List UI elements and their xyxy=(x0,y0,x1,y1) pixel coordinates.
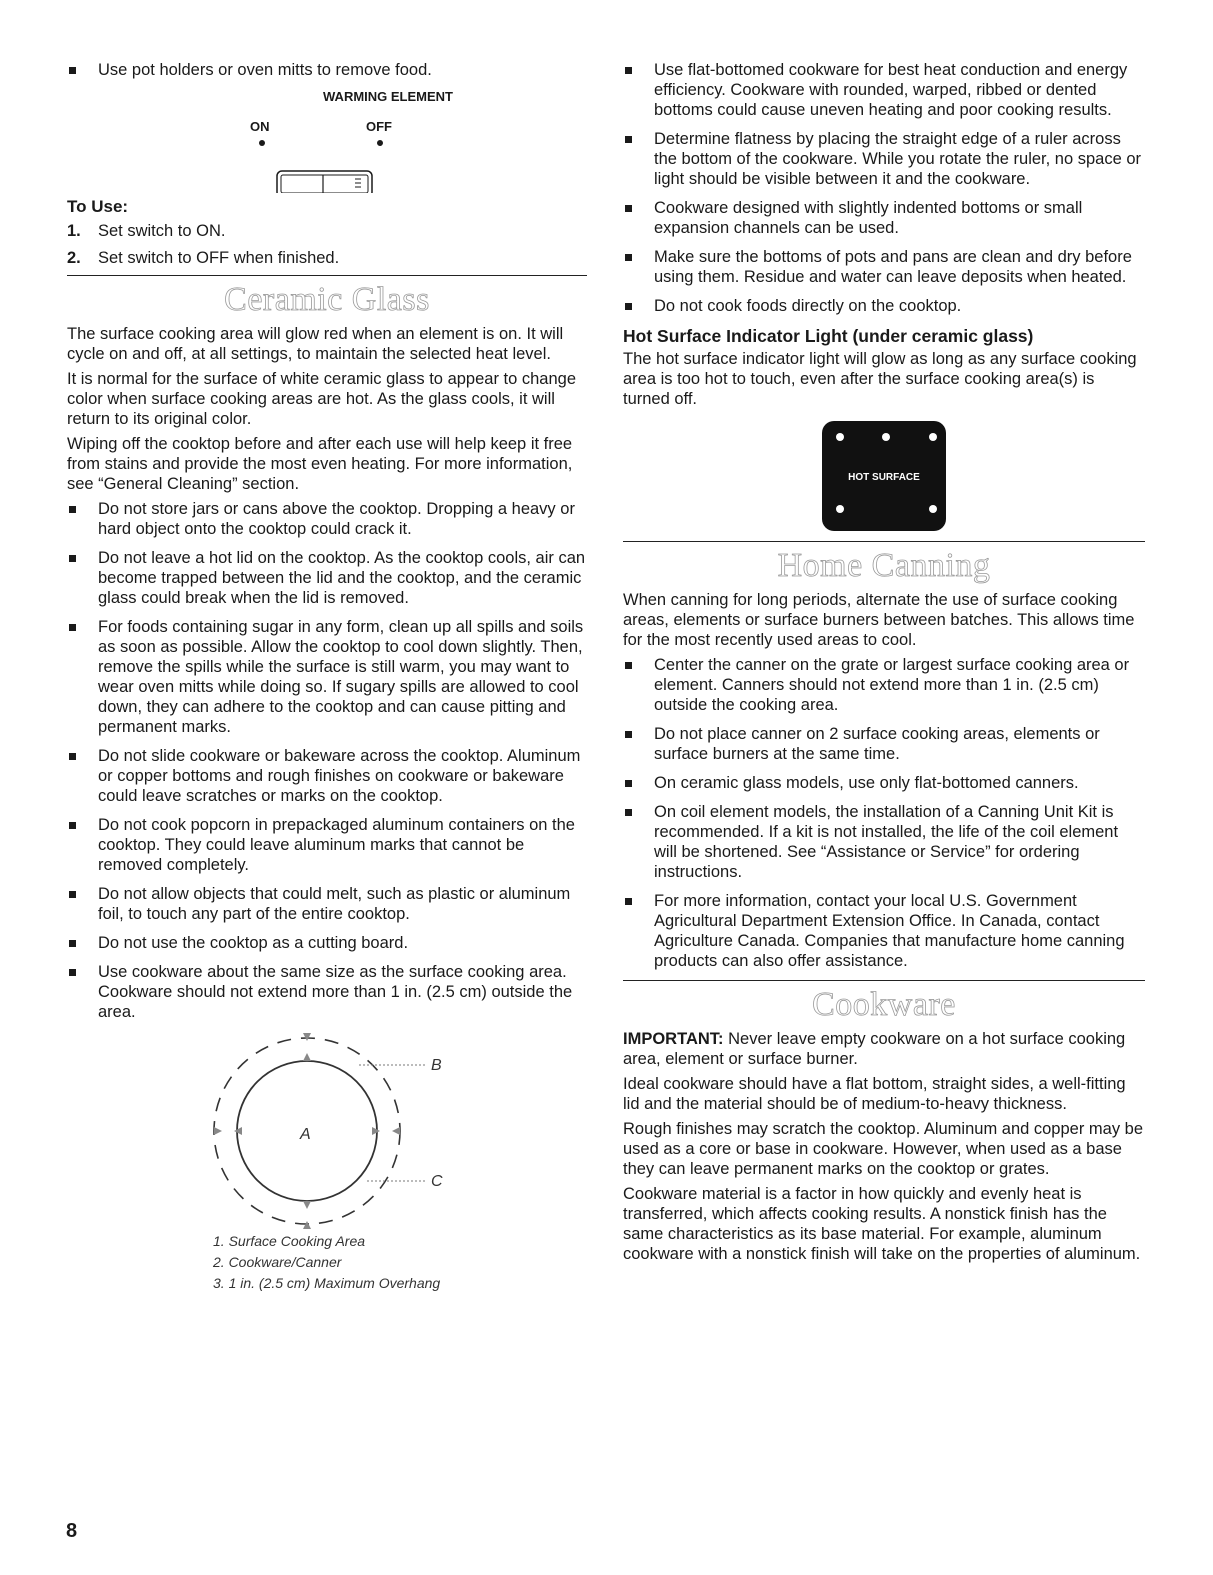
step-text: Set switch to ON. xyxy=(98,222,226,240)
list-item: Do not cook popcorn in prepackaged aluminum containers on the cooktop. They could leave aluminum marks that cannot be removed completely. xyxy=(67,815,587,875)
important-label: IMPORTANT: xyxy=(623,1030,724,1048)
hot-surface-indicator-panel xyxy=(623,421,1145,533)
important-note xyxy=(623,1029,1145,1069)
list-item: On ceramic glass models, use only flat-bottomed canners. xyxy=(623,773,1145,793)
list-item: Use cookware about the same size as the surface cooking area. Cookware should not extend more than 1 in. (2.5 cm) outside the area. xyxy=(67,962,587,1022)
step-number: 2. xyxy=(67,249,81,267)
intro-list xyxy=(67,60,587,80)
off-label: OFF xyxy=(366,119,392,134)
list-item: Do not place canner on 2 surface cooking areas, elements or surface burners at the same time. xyxy=(623,724,1145,764)
list-item: Make sure the bottoms of pots and pans are clean and dry before using them. Residue and water can leave deposits when heated. xyxy=(623,247,1145,287)
warming-element-title: WARMING ELEMENT xyxy=(323,89,453,104)
to-use-heading: To Use: xyxy=(67,197,129,216)
cookware-overhang-diagram xyxy=(67,1031,587,1231)
list-item: Do not slide cookware or bakeware across the cooktop. Aluminum or copper bottoms and rough finishes on cookware or bakeware could leave scratches or marks on the cooktop. xyxy=(67,746,587,806)
legend-item: 2. Cookware/Canner xyxy=(213,1254,342,1270)
left-column xyxy=(67,60,587,1294)
to-use-steps xyxy=(67,221,587,268)
list-item: Use flat-bottomed cookware for best heat conduction and energy efficiency. Cookware with rounded, warped, ribbed or dented bottoms could cause uneven heating and poor cooking results. xyxy=(623,60,1145,120)
off-indicator-dot xyxy=(377,140,383,146)
paragraph: When canning for long periods, alternate the use of surface cooking areas, elements or surface burners between batches. This allows time for the most recently used areas to cool. xyxy=(623,591,1135,649)
indicator-light xyxy=(929,505,937,513)
on-label: ON xyxy=(250,119,270,134)
warming-element-switch-illustration xyxy=(67,85,587,193)
list-item: Do not cook foods directly on the cooktop. xyxy=(623,296,1145,316)
list-item: On coil element models, the installation of a Canning Unit Kit is recommended. If a kit is not installed, the life of the coil element will be shortened. See “Assistance or Service” for ordering instructions. xyxy=(623,802,1145,882)
ceramic-glass-heading: Ceramic Glass xyxy=(224,281,430,318)
paragraph: The surface cooking area will glow red when an element is on. It will cycle on and off, at all settings, to maintain the selected heat level. xyxy=(67,325,564,363)
paragraph: Wiping off the cooktop before and after each use will help keep it free from stains and provide the most even heating. For more information, see “General Cleaning” section. xyxy=(67,435,573,493)
step-item xyxy=(67,248,587,268)
step-text: Set switch to OFF when finished. xyxy=(98,249,340,267)
list-item: Center the canner on the grate or largest surface cooking area or element. Canners should not extend more than 1 in. (2.5 cm) outside the cooking area. xyxy=(623,655,1145,715)
legend-item: 1. Surface Cooking Area xyxy=(213,1233,366,1249)
section-divider xyxy=(623,541,1145,542)
indicator-light xyxy=(836,433,844,441)
label-b: B xyxy=(431,1057,442,1074)
paragraph: Rough finishes may scratch the cooktop. Aluminum and copper may be used as a core or base in cookware. However, when used as a base they can leave permanent marks on the cooktop or grates. xyxy=(623,1120,1144,1178)
legend-item: 3. 1 in. (2.5 cm) Maximum Overhang xyxy=(213,1275,441,1291)
list-item: Cookware designed with slightly indented bottoms or small expansion channels can be used. xyxy=(623,198,1145,238)
on-indicator-dot xyxy=(259,140,265,146)
section-divider xyxy=(623,980,1145,981)
step-number: 1. xyxy=(67,222,81,240)
indicator-light xyxy=(836,505,844,513)
indicator-light xyxy=(929,433,937,441)
diagram-legend xyxy=(213,1231,587,1294)
paragraph: It is normal for the surface of white ceramic glass to appear to change color when surface cooking areas are hot. As the glass cools, it will return to its original color. xyxy=(67,370,577,428)
paragraph: The hot surface indicator light will glow as long as any surface cooking area is too hot to touch, even after the surface cooking area(s) is turned off. xyxy=(623,350,1137,408)
label-a: A xyxy=(300,1126,311,1143)
important-text: Never leave empty cookware on a hot surface cooking area, element or surface burner. xyxy=(623,1030,1126,1068)
list-item: Determine flatness by placing the straight edge of a ruler across the bottom of the cookware. While you rotate the ruler, no space or light should be visible between it and the cookware. xyxy=(623,129,1145,189)
home-canning-heading: Home Canning xyxy=(777,547,991,584)
cookware-heading: Cookware xyxy=(812,986,956,1023)
right-column xyxy=(623,60,1145,1269)
home-canning-list xyxy=(623,655,1145,971)
list-item: For more information, contact your local U.S. Government Agricultural Department Extension Office. In Canada, contact Agriculture Canada. Companies that manufacture home canning products can also offer assistance. xyxy=(623,891,1145,971)
list-item: Do not store jars or cans above the cooktop. Dropping a heavy or hard object onto the cooktop could crack it. xyxy=(67,499,587,539)
list-item: Do not use the cooktop as a cutting board. xyxy=(67,933,587,953)
list-item: For foods containing sugar in any form, clean up all spills and soils as soon as possible. Allow the cooktop to cool down slightly. Then, remove the spills while the surface is still warm, you may want to wear oven mitts while doing so. If sugary spills are allowed to cool down, they can adhere to the cooktop and can cause pitting and permanent marks. xyxy=(67,617,587,737)
list-item: Do not leave a hot lid on the cooktop. As the cooktop cools, air can become trapped between the lid and the cooktop, and the ceramic glass could break when the lid is removed. xyxy=(67,548,587,608)
list-item: Use pot holders or oven mitts to remove food. xyxy=(67,60,587,80)
list-item: Do not allow objects that could melt, such as plastic or aluminum foil, to touch any part of the entire cooktop. xyxy=(67,884,587,924)
indicator-light xyxy=(882,433,890,441)
paragraph: Ideal cookware should have a flat bottom, straight sides, a well-fitting lid and the material should be of medium-to-heavy thickness. xyxy=(623,1075,1126,1113)
hot-surface-label: HOT SURFACE xyxy=(848,472,920,483)
section-divider xyxy=(67,275,587,276)
page-number: 8 xyxy=(66,1520,78,1542)
paragraph: Cookware material is a factor in how quickly and evenly heat is transferred, which affects cooking results. A nonstick finish has the same characteristics as its base material. For example, aluminum cookware with a nonstick finish will take on the properties of aluminum. xyxy=(623,1185,1141,1263)
hot-surface-heading: Hot Surface Indicator Light (under ceramic glass) xyxy=(623,326,1034,346)
rocker-switch-icon xyxy=(277,171,372,193)
label-c: C xyxy=(431,1173,443,1190)
step-item xyxy=(67,221,587,241)
cookware-tips-list xyxy=(623,60,1145,316)
ceramic-glass-list xyxy=(67,499,587,1022)
